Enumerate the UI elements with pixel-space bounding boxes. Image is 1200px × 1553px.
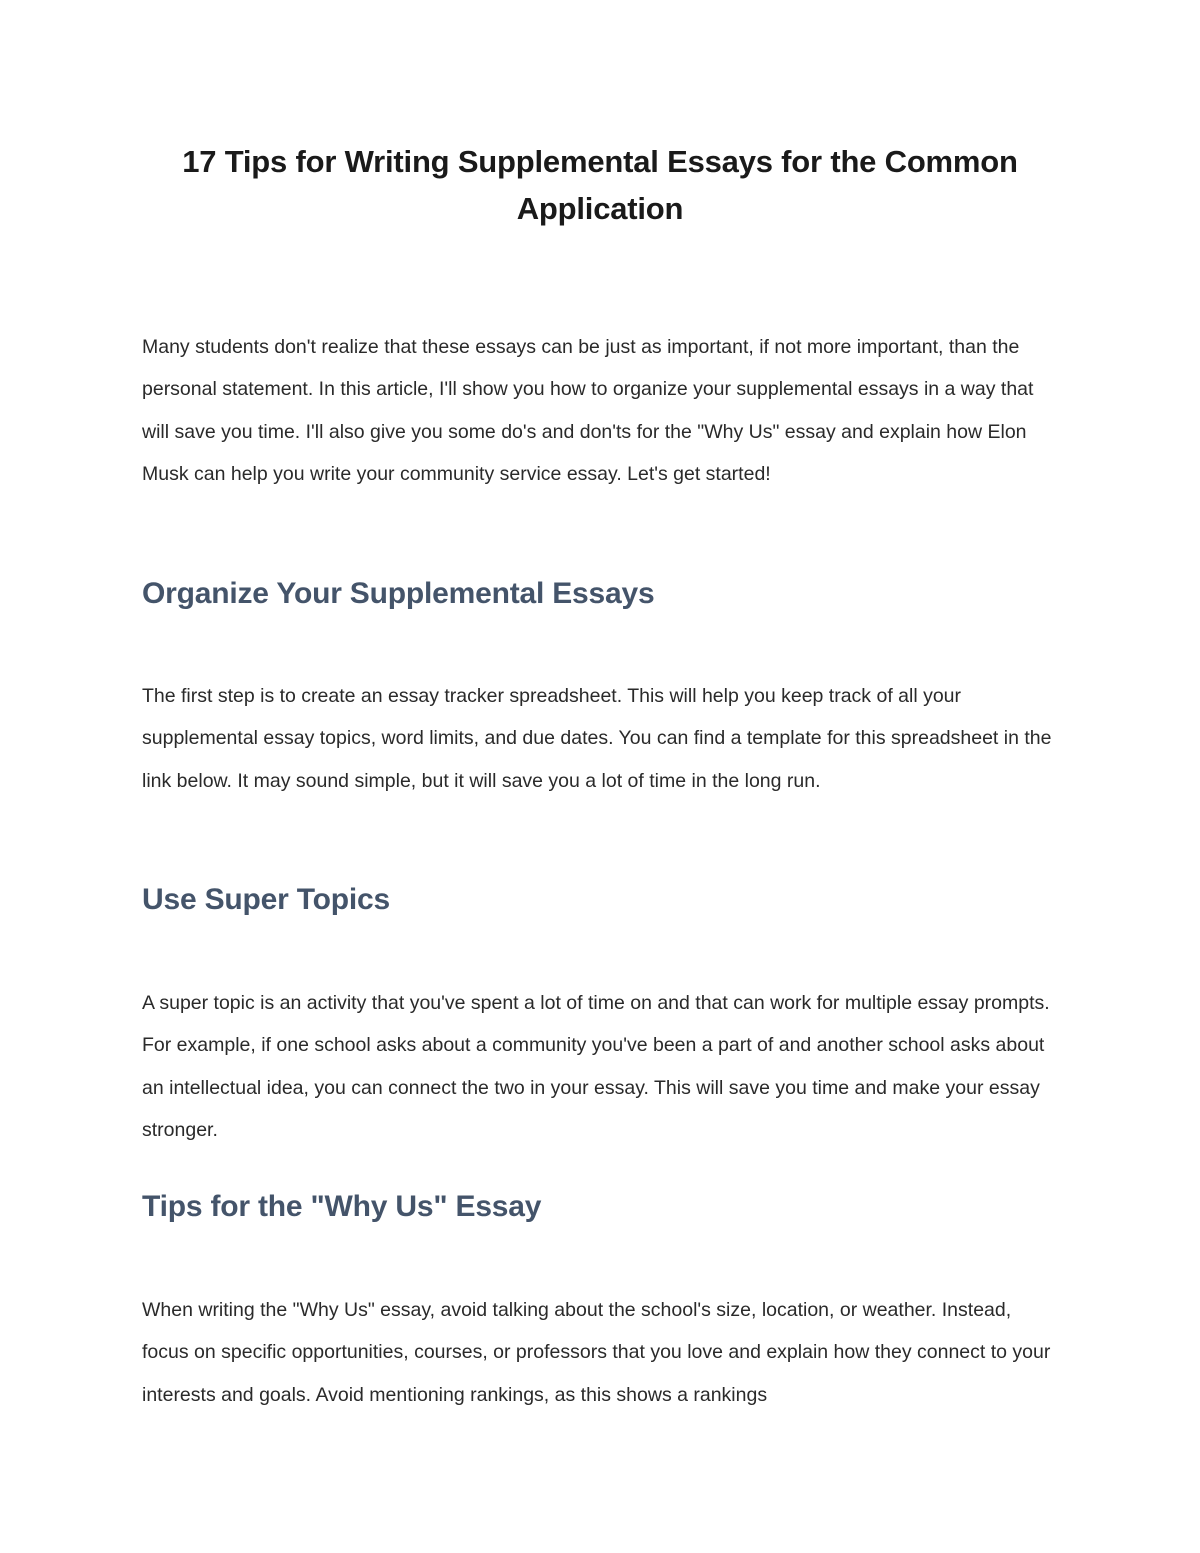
section-body-why-us: When writing the "Why Us" essay, avoid talking about the school's size, location, or weather. Instead, focus on specific opportunities, courses, or professors that you love and explain how they connect to your interests and goals. Avoid mentioning rankings, as this shows a rankings [142, 1299, 1051, 1406]
section-heading-organize: Organize Your Supplemental Essays [142, 577, 655, 610]
section-heading-why-us: Tips for the "Why Us" Essay [142, 1190, 542, 1223]
document-title: 17 Tips for Writing Supplemental Essays for the Common Application [182, 144, 1018, 226]
section-body-organize: The first step is to create an essay tracker spreadsheet. This will help you keep track of all your supplemental essay topics, word limits, and due dates. You can find a template for this spreadsheet in the link below. It may sound simple, but it will save you a lot of time in the long run. [142, 685, 1052, 792]
section-body-super-topics: A super topic is an activity that you've spent a lot of time on and that can work for multiple essay prompts. For example, if one school asks about a community you've been a part of and another school asks about an intellectual idea, you can connect the two in your essay. This will save you time and make your essay stronger. [142, 992, 1050, 1142]
section-heading-super-topics: Use Super Topics [142, 883, 390, 916]
intro-paragraph: Many students don't realize that these essays can be just as important, if not more important, than the personal statement. In this article, I'll show you how to organize your supplemental essays in a way that will save you time. I'll also give you some do's and don'ts for the "Why Us" essay and explain how Elon Musk can help you write your community service essay. Let's get started! [142, 336, 1034, 486]
